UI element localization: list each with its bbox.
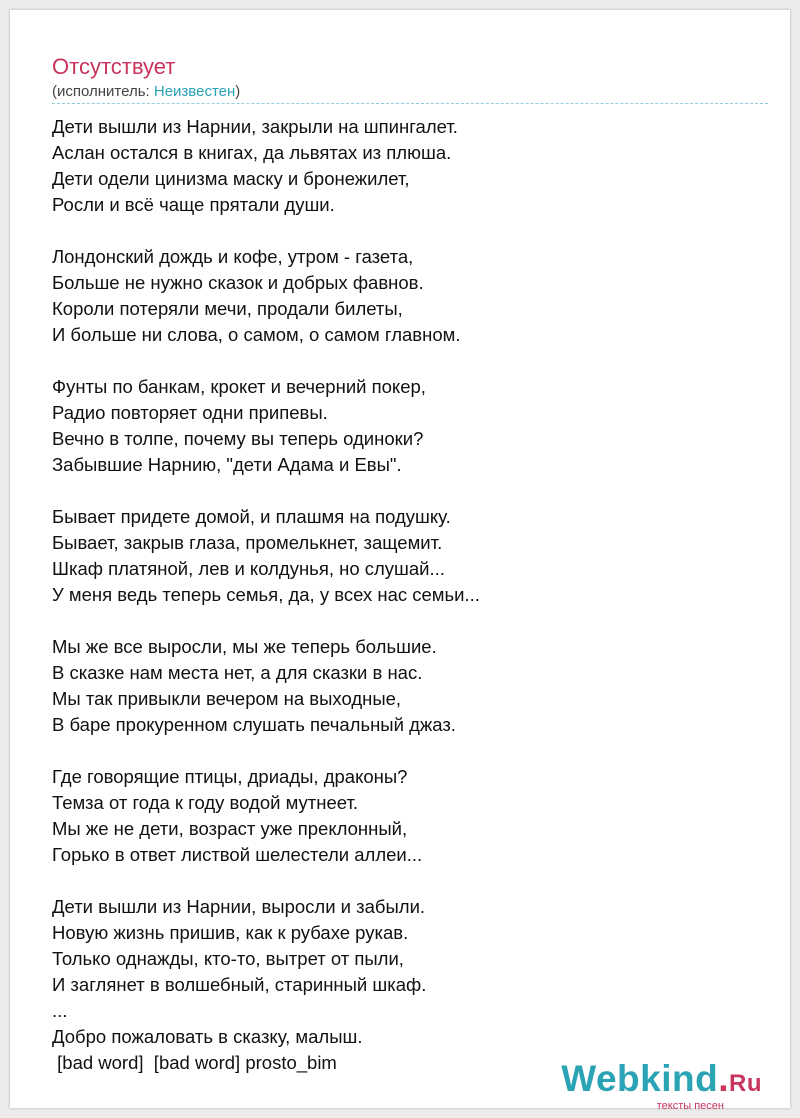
lyrics-line: Забывшие Нарнию, "дети Адама и Евы".: [52, 454, 402, 475]
logo-wordmark: [561, 1060, 762, 1103]
lyrics-line: Шкаф платяной, лев и колдунья, но слушай...: [52, 558, 445, 579]
artist-prefix: (исполнитель:: [52, 83, 154, 100]
lyrics-line: Дети вышли из Нарнии, выросли и забыли.: [52, 896, 426, 917]
lyrics-line: Горько в ответ листвой шелестели аллеи...: [52, 844, 423, 865]
lyrics-line: Только однажды, кто-то, вытрет от пыли,: [52, 948, 404, 969]
lyrics-line: Аслан остался в книгах, да львятах из плюша.: [52, 142, 452, 163]
lyrics-line: [52, 478, 772, 504]
lyrics-line: Вечно в толпе, почему вы теперь одиноки?: [52, 428, 424, 449]
lyrics-text: [52, 114, 772, 1076]
lyrics-line: Бывает, закрыв глаза, промелькнет, защемит.: [52, 532, 443, 553]
artist-suffix: ): [235, 83, 241, 100]
lyrics-line: В баре прокуренном слушать печальный джаз.: [52, 714, 456, 735]
lyrics-line: Дети вышли из Нарнии, закрыли на шпингалет.: [52, 116, 458, 137]
lyrics-sheet: [10, 10, 790, 1112]
lyrics-line: Мы же не дети, возраст уже преклонный,: [52, 818, 408, 839]
lyrics-line: Бывает придете домой, и плашмя на подушку.: [52, 506, 451, 527]
lyrics-line: В сказке нам места нет, а для сказки в нас.: [52, 662, 423, 683]
webkind-logo[interactable]: [561, 1060, 762, 1112]
logo-name: Webkind: [561, 1058, 719, 1099]
song-title: Отсутствует: [52, 54, 176, 79]
lyrics-line: У меня ведь теперь семья, да, у всех нас семьи...: [52, 584, 480, 605]
lyrics-line: Новую жизнь пришив, как к рубахе рукав.: [52, 922, 409, 943]
lyrics-line: И заглянет в волшебный, старинный шкаф.: [52, 974, 427, 995]
title-separator: [52, 103, 768, 104]
lyrics-line: [52, 738, 772, 764]
artist-link[interactable]: Неизвестен: [153, 83, 236, 100]
lyrics-line: Больше не нужно сказок и добрых фавнов.: [52, 272, 424, 293]
artist-line: [52, 83, 240, 101]
logo-tagline: тексты песен: [656, 1100, 724, 1112]
lyrics-line: Фунты по банкам, крокет и вечерний покер,: [52, 376, 426, 397]
lyrics-line: Лондонский дождь и кофе, утром - газета,: [52, 246, 414, 267]
lyrics-line: ...: [52, 1000, 68, 1021]
lyrics-line: [bad word] [bad word] prosto_bim: [52, 1052, 337, 1073]
lyrics-line: Дети одели цинизма маску и бронежилет,: [52, 168, 410, 189]
lyrics-line: Добро пожаловать в сказку, малыш.: [52, 1026, 363, 1047]
lyrics-line: Где говорящие птицы, дриады, драконы?: [52, 766, 408, 787]
lyrics-line: Мы же все выросли, мы же теперь большие.: [52, 636, 437, 657]
logo-tld: Ru: [729, 1070, 762, 1097]
logo-dot: .: [718, 1058, 729, 1099]
lyrics-line: Мы так привыкли вечером на выходные,: [52, 688, 402, 709]
lyrics-line: И больше ни слова, о самом, о самом главном.: [52, 324, 461, 345]
lyrics-line: Темза от года к году водой мутнеет.: [52, 792, 359, 813]
lyrics-line: Короли потеряли мечи, продали билеты,: [52, 298, 403, 319]
lyrics-line: [52, 608, 772, 634]
lyrics-line: [52, 868, 772, 894]
lyrics-line: Радио повторяет одни припевы.: [52, 402, 328, 423]
lyrics-line: Росли и всё чаще прятали души.: [52, 194, 335, 215]
lyrics-line: [52, 218, 772, 244]
lyrics-line: [52, 348, 772, 374]
